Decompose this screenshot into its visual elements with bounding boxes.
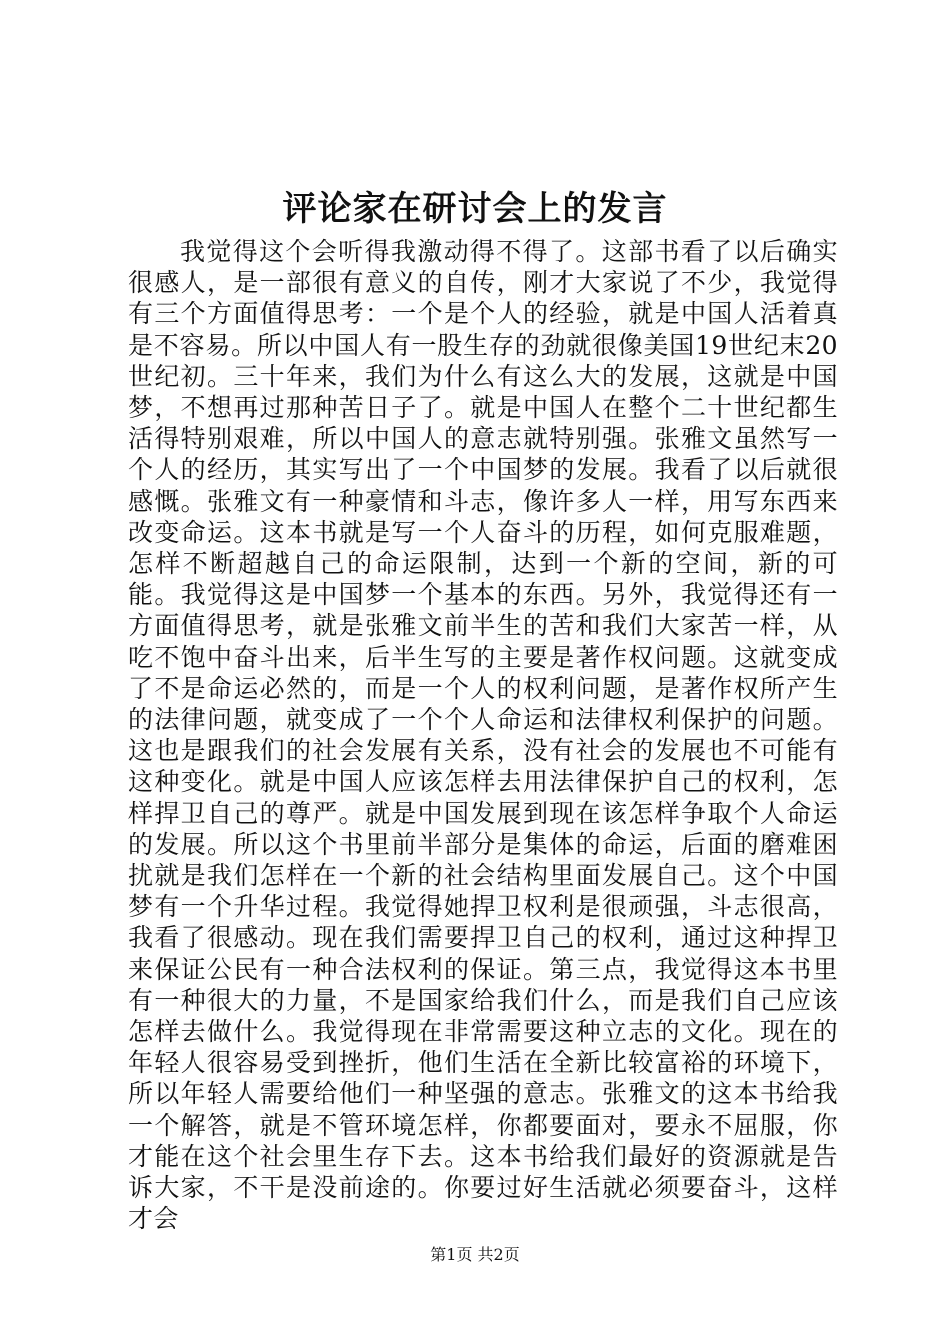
document-title: 评论家在研讨会上的发言 (282, 189, 668, 229)
page-number: 第1页 共2页 (430, 1245, 520, 1264)
body-paragraph: 我觉得这个会听得我激动得不得了。这部书看了以后确实很感人，是一部很有意义的自传，刚才大家说了不少，我觉得有三个方面值得思考：一个是个人的经验，就是中国人活着真是不容易。所以中国人有一股生存的劲就很像美国19世纪末20世纪初。三十年来，我们为什么有这么大的发展，这就是中国梦，不想再过那种苦日子了。就是中国人在整个二十世纪都生活得特别艰难，所以中国人的意志就特别强。张雅文虽然写一个人的经历，其实写出了一个中国梦的发展。我看了以后就很感慨。张雅文有一种豪情和斗志，像许多人一样，用写东西来改变命运。这本书就是写一个人奋斗的历程，如何克服难题，怎样不断超越自己的命运限制，达到一个新的空间，新的可能。我觉得这是中国梦一个基本的东西。另外，我觉得还有一方面值得思考，就是张雅文前半生的苦和我们大家苦一样，从吃不饱中奋斗出来，后半生写的主要是著作权问题。这就变成了不是命运必然的，而是一个人的权利问题，是著作权所产生的法律问题，就变成了一个个人命运和法律权利保护的问题。这也是跟我们的社会发展有关系，没有社会的发展也不可能有这种变化。就是中国人应该怎样去用法律保护自己的权利，怎样捍卫自己的尊严。就是中国发展到现在该怎样争取个人命运的发展。所以这个书里前半部分是集体的命运，后面的磨难困扰就是我们怎样在一个新的社会结构里面发展自己。这个中国梦有一个升华过程。我觉得她捍卫权利是很顽强，斗志很高，我看了很感动。现在我们需要捍卫自己的权利，通过这种捍卫来保证公民有一种合法权利的保证。第三点，我觉得这本书里有一种很大的力量，不是国家给我们什么，而是我们自己应该怎样去做什么。我觉得现在非常需要这种立志的文化。现在的年轻人很容易受到挫折，他们生活在全新比较富裕的环境下，所以年轻人需要给他们一种坚强的意志。张雅文的这本书给我一个解答，就是不管环境怎样，你都要面对，要永不屈服，你才能在这个社会里生存下去。这本书给我们最好的资源就是告诉大家，不干是没前途的。你要过好生活就必须要奋斗，这样才会 (128, 237, 838, 1234)
